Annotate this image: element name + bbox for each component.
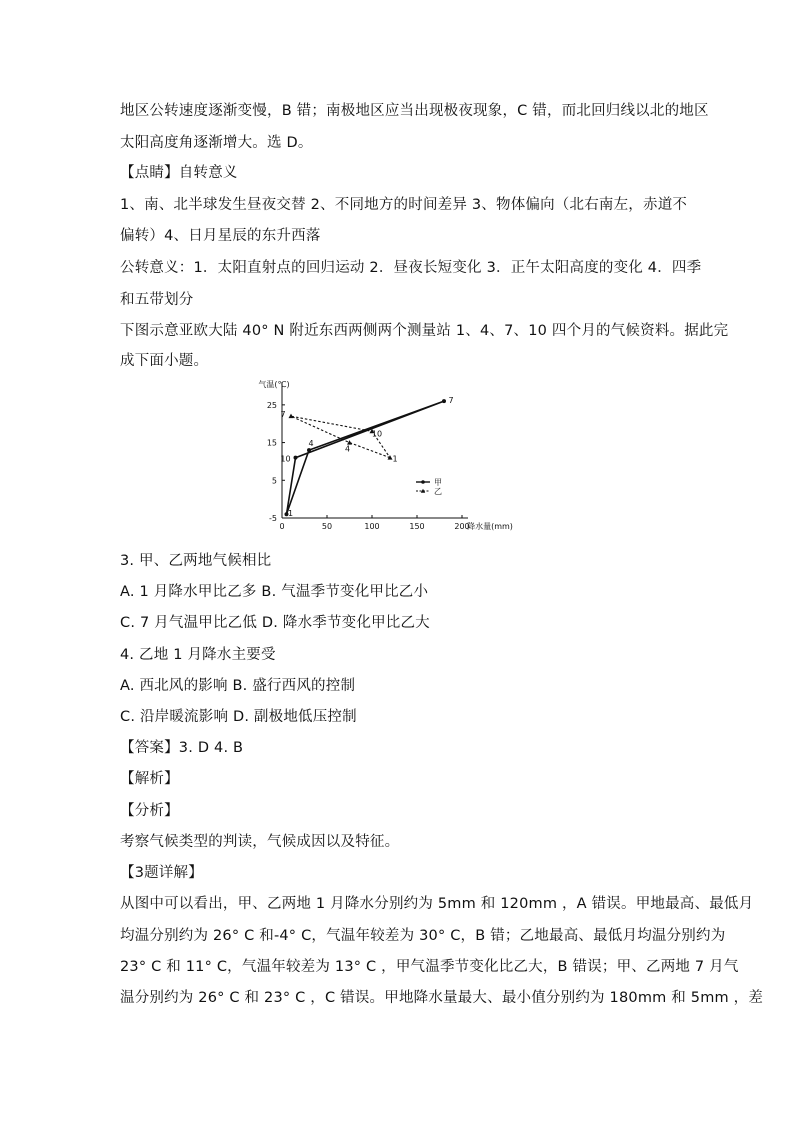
data-label: 10	[371, 429, 383, 439]
y-tick-label: -5	[269, 514, 277, 523]
question-3-options-ab: A. 1 月降水甲比乙多 B. 气温季节变化甲比乙小	[120, 584, 429, 600]
legend-marker	[421, 480, 425, 484]
question-3-stem: 3. 甲、乙两地气候相比	[120, 553, 272, 569]
y-tick-label: 15	[266, 438, 277, 448]
text-line: 公转意义：1．太阳直射点的回归运动 2．昼夜长短变化 3．正午太阳高度的变化 4．四季	[120, 260, 702, 276]
data-point	[289, 414, 294, 419]
text-line: 太阳高度角逐渐增大。选 D。	[120, 135, 313, 151]
data-point	[307, 448, 311, 452]
legend-label: 乙	[434, 487, 442, 496]
legend-label: 甲	[434, 478, 442, 487]
y-axis-label: 气温(℃)	[258, 380, 290, 389]
data-label: 10	[280, 454, 291, 464]
x-tick-label: 200	[454, 522, 470, 531]
climate-chart	[248, 374, 538, 536]
data-label: 7	[280, 410, 286, 420]
analysis-subheading: 【分析】	[120, 803, 179, 819]
detail-heading: 【3题详解】	[120, 865, 203, 881]
data-point	[442, 399, 446, 403]
text-line: 23° C 和 11° C，气温年较差为 13° C ，甲气温季节变化比乙大，B 错误；甲、乙两地 7 月气	[120, 959, 739, 975]
y-tick-label: 5	[271, 476, 277, 486]
text-line: 1、南、北半球发生昼夜交替 2、不同地方的时间差异 3、物体偏向（北右南左，赤道不	[120, 197, 688, 213]
data-label: 1	[392, 454, 398, 464]
data-label: 7	[448, 396, 454, 406]
data-point	[294, 456, 298, 460]
text-line: 从图中可以看出，甲、乙两地 1 月降水分别约为 5mm 和 120mm ，A 错误。甲地最高、最低月	[120, 896, 754, 912]
x-tick-label: 100	[364, 522, 380, 531]
x-axis-label: 降水量(mm)	[467, 522, 513, 531]
question-3-options-cd: C. 7 月气温甲比乙低 D. 降水季节变化甲比乙大	[120, 615, 430, 631]
x-tick-label: 50	[321, 522, 333, 531]
text-line: 偏转）4、日月星辰的东升西落	[120, 228, 321, 244]
data-label: 4	[344, 444, 351, 454]
answer-line: 【答案】3. D 4. B	[120, 740, 244, 756]
question-4-options-cd: C. 沿岸暖流影响 D. 副极地低压控制	[120, 709, 357, 725]
text-line: 地区公转速度逐渐变慢，B 错；南极地区应当出现极夜现象，C 错，而北回归线以北的地区	[120, 103, 709, 119]
series-line-甲	[287, 401, 445, 514]
text-line: 下图示意亚欧大陆 40° N 附近东西两侧两个测量站 1、4、7、10 四个月的气候资料。据此完	[120, 323, 729, 339]
text-line: 成下面小题。	[120, 353, 209, 369]
analysis-heading: 【解析】	[120, 771, 179, 787]
y-tick-label: 25	[266, 400, 277, 410]
text-line: 考察气候类型的判读，气候成因以及特征。	[120, 834, 400, 850]
x-tick-label: 150	[409, 522, 425, 531]
x-tick-label: 0	[279, 522, 285, 531]
question-4-stem: 4. 乙地 1 月降水主要受	[120, 647, 276, 663]
text-line: 和五带划分	[120, 292, 194, 308]
question-4-options-ab: A. 西北风的影响 B. 盛行西风的控制	[120, 678, 356, 694]
data-label: 1	[287, 509, 294, 519]
section-heading: 【点睛】自转意义	[120, 165, 238, 181]
text-line: 均温分别约为 26° C 和-4° C，气温年较差为 30° C，B 错；乙地最高、最低月均温分别约为	[120, 928, 726, 944]
data-label: 4	[308, 439, 314, 449]
text-line: 温分别约为 26° C 和 23° C ，C 错误。甲地降水量最大、最小值分别约为 180mm 和 5mm ，差	[120, 990, 764, 1006]
